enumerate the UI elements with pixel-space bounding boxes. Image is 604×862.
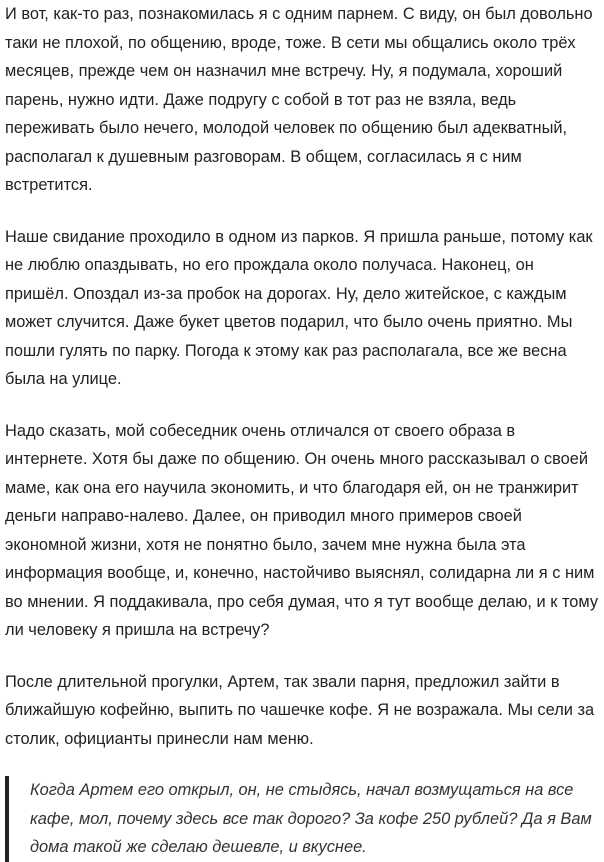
paragraph-3: Надо сказать, мой собеседник очень отличался от своего образа в интернете. Хотя бы даже по общению. Он очень много рассказывал о своей маме, как она его научила экономить, и что благодаря ей, он не транжирит деньги направо-налево. Далее, он приводил много примеров своей экономной жизни, хотя не понятно было, зачем мне нужна была эта информация вообще, и, конечно, настойчиво выяснял, солидарна ли я с ним во мнении. Я поддакивала, про себя думая, что я тут вообще делаю, и к тому ли человеку я пришла на встречу? (5, 421, 599, 639)
quote-text: Когда Артем его открыл, он, не стыдясь, начал возмущаться на все кафе, мол, почему здесь все так дорого? За кофе 250 рублей? Да я Вам дома такой же сделаю дешевле, и вкуснее. (30, 781, 592, 856)
article-body (5, 0, 601, 862)
paragraph-4: После длительной прогулки, Артем, так звали парня, предложил зайти в ближайшую кофейню, выпить по чашечке кофе. Я не возражала. Мы сели за столик, официанты принесли нам меню. (5, 672, 595, 748)
blockquote (5, 776, 601, 862)
paragraph-2: Наше свидание проходило в одном из парков. Я пришла раньше, потому как не люблю опаздывать, но его прождала около получаса. Наконец, он пришёл. Опоздал из-за пробок на дорогах. Ну, дело житейское, с каждым может случится. Даже букет цветов подарил, что было очень приятно. Мы пошли гулять по парку. Погода к этому как раз располагала, все же весна была на улице. (5, 227, 593, 388)
paragraph-1: И вот, как-то раз, познакомилась я с одним парнем. С виду, он был довольно таки не плохой, по общению, вроде, тоже. В сети мы общались около трёх месяцев, прежде чем он назначил мне встречу. Ну, я подумала, хороший парень, нужно идти. Даже подругу с собой в тот раз не взяла, ведь переживать было нечего, молодой человек по общению был адекватный, располагал к душевным разговорам. В общем, согласилась я с ним встретится. (5, 5, 593, 194)
